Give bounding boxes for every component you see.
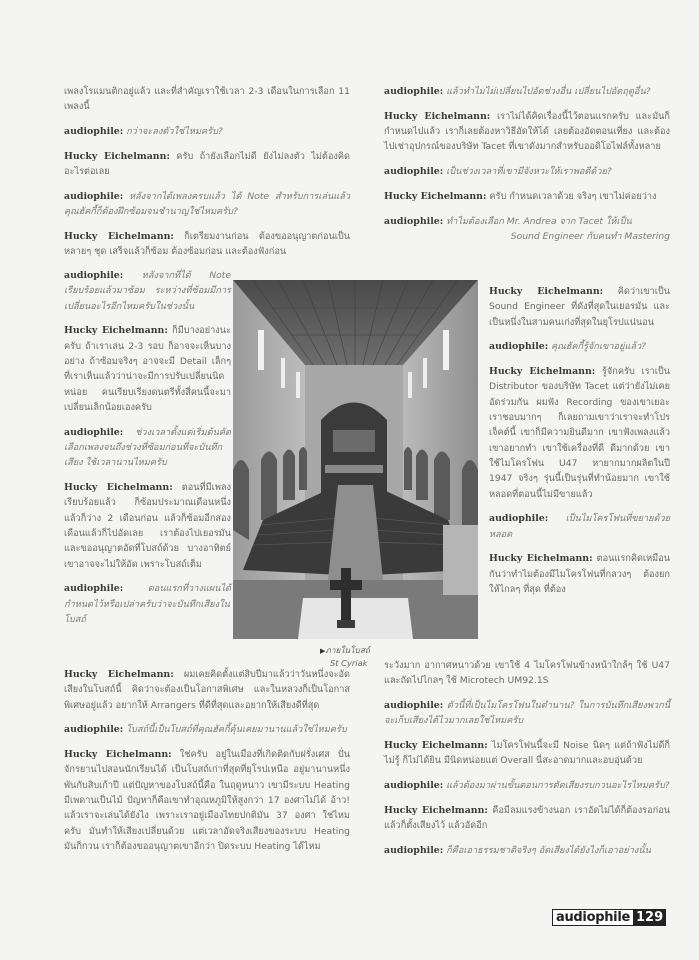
interview-answer xyxy=(64,149,350,180)
question-text: ตอนแรกที่วางแผนได้กำหนดไว้หรือเปล่าครับว่าจะบันทึกเสียงในโบสถ์ xyxy=(64,583,231,625)
interview-question xyxy=(384,214,670,229)
speaker-name: audiophile: xyxy=(64,270,124,281)
right-column-narrow xyxy=(489,284,670,607)
question-text: เป็นช่วงเวลาที่เขามีจังหวะให้เราพอดีด้วย? xyxy=(446,166,612,178)
question-text: โบสถ์นี้เป็นโบสถ์ที่คุณฮัคกี้คุ้นเคยมานานแล้วใช่ไหมครับ xyxy=(126,724,347,736)
speaker-name: Hucky Eichelmann: xyxy=(384,740,488,752)
answer-text: ครับ กำหนดเวลาด้วย จริงๆ เขาไม่ค่อยว่าง xyxy=(489,190,657,202)
caption-line-2: St Cyriak xyxy=(330,658,368,668)
speaker-name: audiophile: xyxy=(64,426,124,438)
interview-answer xyxy=(64,747,350,854)
interview-answer xyxy=(384,109,670,155)
interview-question xyxy=(384,84,670,99)
question-text: ทำไมต้องเลือก Mr. Andrea จาก Tacet ให้เป็น xyxy=(446,215,632,227)
speaker-name: Hucky Eichelmann: xyxy=(489,286,604,297)
answer-text: ก็เตรียมงานก่อน ต้องขออนุญาตก่อนเป็นหลายๆ ชุด เสร็จแล้วก็ซ้อม ต้องซ้อมก่อน และต้องฟังก่อน xyxy=(64,231,351,258)
answer-text: ตอนที่มีเพลงเรียบร้อยแล้ว ก็ซ้อมประมาณเดือนหนึ่ง แล้วก็ว่าง 2 เดือนก่อน แล้วก็ซ้อมอีกสองเดือนแล้วก็ไปอัดเลย เราต้องไปเยอรมัน และขออนุญาตอัดที่โบสถ์ด้วย บางอาทิตย์เขาอาจจะไม่ให้อัด เพราะโบสถ์เต็ม xyxy=(64,482,231,570)
speaker-name: audiophile: xyxy=(489,513,549,525)
question-text: แล้วต้องมาผ่านขั้นตอนการตัดเสียงรบกวนอะไรไหมครับ? xyxy=(446,780,670,792)
answer-text: ระวังมาก อากาศหนาวด้วย เขาใช้ 4 ไมโครโฟนข้างหน้าใกล้ๆ ใช้ U47 และถัดไปไกลๆ ใช้ Microtech UM92.1S xyxy=(384,660,670,687)
answer-text: เพลงโรแมนติกอยู่แล้ว และที่สำคัญเราใช้เวลา 2-3 เดือนในการเลือก 11 เพลงนี้ xyxy=(64,86,350,113)
speaker-name: audiophile: xyxy=(64,190,124,202)
question-text: หลังจากได้เพลงครบแล้ว ได้ Note สำหรับการเล่นแล้ว คุณฮัคกี้ก็ต้องฝึกซ้อมจนชำนาญใช่ไหมครับ? xyxy=(64,190,351,218)
triangle-right-icon: ▶ xyxy=(320,647,326,655)
answer-text: ก็มีบางอย่างนะครับ ถ้าเราเล่น 2-3 รอบ ก็อาจจะเห็นบางอย่าง ถ้าซ้อมจริงๆ อาจจะมี Detail เล็กๆ ที่เราเห็นแล้วว่าน่าจะมีการปรับเปลี่ยนนิดหน่อย คนเรียบเรียงดนตรีทั้งสี่คนนี้จะมาเปลี่ยนเล็กน้อยเองครับ xyxy=(64,325,231,413)
left-column-bottom xyxy=(64,667,350,864)
interview-question xyxy=(64,268,231,314)
answer-text: ผมเคยคิดตั้งแต่สิบปีมาแล้วว่าวันหนึ่งจะอัดเสียงในโบสถ์นี้ คิดว่าจะต้องเป็นโอกาสพิเศษ และในหลวงก็เป็นโอกาสพิเศษอยู่แล้ว อยากให้ Arrangers ที่ดีที่สุดและอยากให้เสียงดีที่สุด xyxy=(64,669,351,711)
speaker-name: Hucky Eichelmann: xyxy=(384,805,488,817)
question-text: ก็คือเอาธรรมชาติจริงๆ อัดเสียงได้ยังไงก็เอาอย่างนั้น xyxy=(446,845,651,857)
interview-question xyxy=(489,339,670,354)
interview-question xyxy=(64,425,231,471)
interview-answer xyxy=(64,323,231,415)
left-column-narrow xyxy=(64,268,231,637)
answer-text: รู้จักครับ เราเป็น Distributor ของบริษัท Tacet แต่ว่ายังไม่เคยอัดร่วมกัน ผมฟัง Recording ของเขาเยอะ เราชอบมากๆ ก็เลยถามเขาว่าเราจะทำโปรเจ็คต์นี้ เขาก็มีความยินดีมาก เขาฟังเพลงแล้วเขาอยากทำ เขาใช้เครื่องที่ดี ดีมากด้วย เขาใช้ไมโครโฟน U47 หายากมากผลิตในปี 1947 จริงๆ รุ่นนี้เป็นรุ่นที่ทำน้อยมาก เขาใช้หลอดที่ตอนนี้ไม่มีขายแล้ว xyxy=(489,366,670,500)
church-interior-photo xyxy=(233,280,478,639)
question-text: คุณฮัคกี้รู้จักเขาอยู่แล้ว? xyxy=(551,341,647,353)
church-photo-illustration xyxy=(233,280,478,639)
interview-question xyxy=(64,189,350,220)
interview-answer xyxy=(489,551,670,597)
speaker-name: audiophile: xyxy=(64,724,124,736)
answer-text: ครับ ถ้ายังเลือกไม่ดี ยังไม่ลงตัว ไม่ต้องคิดอะไรต่อเลย xyxy=(64,150,351,178)
question-text: เป็นไมโครโฟนที่ขยายด้วยหลอด xyxy=(489,513,670,540)
speaker-name: audiophile: xyxy=(384,166,444,178)
speaker-name: Hucky Eichelmann: xyxy=(64,231,174,243)
interview-question xyxy=(384,164,670,179)
caption-line-1: ภายในโบสถ์ xyxy=(325,645,370,655)
interview-answer xyxy=(384,803,670,834)
speaker-name: Hucky Eichelmann: xyxy=(64,150,170,162)
question-text: กว่าจะลงตัวใช่ไหมครับ? xyxy=(126,126,223,138)
speaker-name: Hucky Eichelmann: xyxy=(489,366,596,378)
left-column-top xyxy=(64,84,350,269)
magazine-logo-page-number xyxy=(552,909,666,926)
speaker-name: Hucky Eichelmann: xyxy=(384,190,487,202)
interview-question xyxy=(64,124,350,139)
interview-answer xyxy=(384,189,670,204)
speaker-name: audiophile: xyxy=(384,215,444,227)
interview-question xyxy=(489,511,670,542)
photo-caption xyxy=(320,644,382,669)
speaker-name: Hucky Eichelmann: xyxy=(489,553,593,565)
interview-answer xyxy=(64,84,350,115)
speaker-name: audiophile: xyxy=(384,845,444,857)
speaker-name: Hucky Eichelmann: xyxy=(64,669,174,680)
speaker-name: audiophile: xyxy=(64,583,124,595)
question-text: ช่วงเวลาตั้งแต่เริ่มต้นคัดเลือกเพลงจนถึงช่วงที่ซ้อมก่อนที่จะบันทึกเสียง ใช้เวลานานไหมครับ xyxy=(64,426,231,469)
answer-text: เราไม่ได้คิดเรื่องนี้ไว้ตอนแรกครับ และมันก็กำหนดไปแล้ว เราก็เลยต้องหาวิธีอัดให้ได้ เลยต้องอัดตอนเที่ยง และต้องไปเช่าอุปกรณ์ของบริษัท Tacet ที่เขาดังมากสำหรับออดิโอไฟล์ทั้งหลาย xyxy=(384,110,670,153)
speaker-name: audiophile: xyxy=(64,126,124,138)
interview-answer xyxy=(384,658,670,689)
answer-text: คิดว่าเขาเป็น Sound Engineer ที่ดังที่สุดในเยอรมัน และเป็นหนึ่งในสามคนเก่งที่สุดในยุโรปแน่นอน xyxy=(489,286,670,328)
speaker-name: Hucky Eichelmann: xyxy=(64,482,173,494)
interview-question xyxy=(64,581,231,627)
answer-text: ไมโครโฟนนี้จะมี Noise นิดๆ แต่ถ้าฟังไม่ดีก็ไม่รู้ ก็ไม่ได้ยิน มีนิดหน่อยแต่ Overall นี่สะอาดมากและอบอุ่นด้วย xyxy=(384,740,670,767)
question-text-continued: Sound Engineer กับคนทำ Mastering xyxy=(510,231,670,243)
speaker-name: Hucky Eichelmann: xyxy=(64,749,172,761)
interview-answer xyxy=(384,738,670,769)
speaker-name: Hucky Eichelmann: xyxy=(384,110,491,122)
brand-logo: audiophile xyxy=(552,909,633,926)
interview-answer xyxy=(64,229,350,260)
interview-question xyxy=(64,722,350,737)
interview-question xyxy=(384,698,670,729)
speaker-name: audiophile: xyxy=(489,341,549,353)
question-text: แล้วทำไมไม่เปลี่ยนไปอัดช่วงอื่น เปลี่ยนไปอัดฤดูอื่น? xyxy=(446,86,651,97)
interview-question xyxy=(384,843,670,858)
speaker-name: Hucky Eichelmann: xyxy=(64,325,168,337)
interview-answer xyxy=(489,364,670,502)
answer-text: ตอนแรกคิดเหมือนกันว่าทำไมต้องมีไมโครโฟนที่กลวงๆ ต้องยกให้ไกลๆ ที่สุด ที่ต้อง xyxy=(489,553,670,596)
interview-answer xyxy=(64,667,350,713)
interview-question xyxy=(384,778,670,793)
page-number: 129 xyxy=(633,909,666,926)
speaker-name: audiophile: xyxy=(384,86,444,97)
answer-text: ใช่ครับ อยู่ในเมืองที่เกิดติดกับฝรั่งเศส ปั่นจักรยานไปสอนนักเรียนได้ เป็นโบสถ์เก่าที่สุดที่ยุโรปเหนือ อยู่มานานหนึ่งพันกับสิบเก้าปี แต่ปัญหาของโบสถ์นี้คือ ในฤดูหนาว เขามีระบบ Heating มีเพดานเป็นไม้ ปัญหาก็คือเขาทำอุณหภูมิให้สูงกว่า 17 องศาไม่ได้ อ้าว! แล้วเราจะเล่นได้ยังไง เพราะเราอยู่เมืองไทยปกติมัน 37 องศา ใช่ไหมครับ มันทำให้เสียงเปลี่ยนด้วย แต่เวลาอัดจริงเสียงของระบบ Heating มันก็กวน เราก็ต้องขออนุญาตเขาอีกว่า ปิดระบบ Heating ได้ไหม xyxy=(64,749,350,852)
question-text: หลังจากที่ได้ Note เรียบร้อยแล้วมาซ้อม ระหว่างที่ซ้อมมีการเปลี่ยนอะไรอีกไหมครับในช่วงนั้น xyxy=(64,270,232,312)
right-column-bottom xyxy=(384,658,670,868)
right-column-top xyxy=(384,84,670,244)
question-text: ตัวนี้ที่เป็นไมโครโฟนในตำนาน? ในการบันทึกเสียงพวกนี้จะเก็บเสียงได้ไวมากเลยใช่ไหมครับ xyxy=(384,700,670,727)
speaker-name: audiophile: xyxy=(384,700,444,712)
interview-answer xyxy=(489,284,670,330)
interview-answer xyxy=(64,480,231,572)
speaker-name: audiophile: xyxy=(384,780,444,792)
answer-text: คือมีลมแรงข้างนอก เราอัดไม่ได้ก็ต้องรอก่อน แล้วก็ตั้งเสียงไว้ แล้วอัดอีก xyxy=(384,805,670,832)
